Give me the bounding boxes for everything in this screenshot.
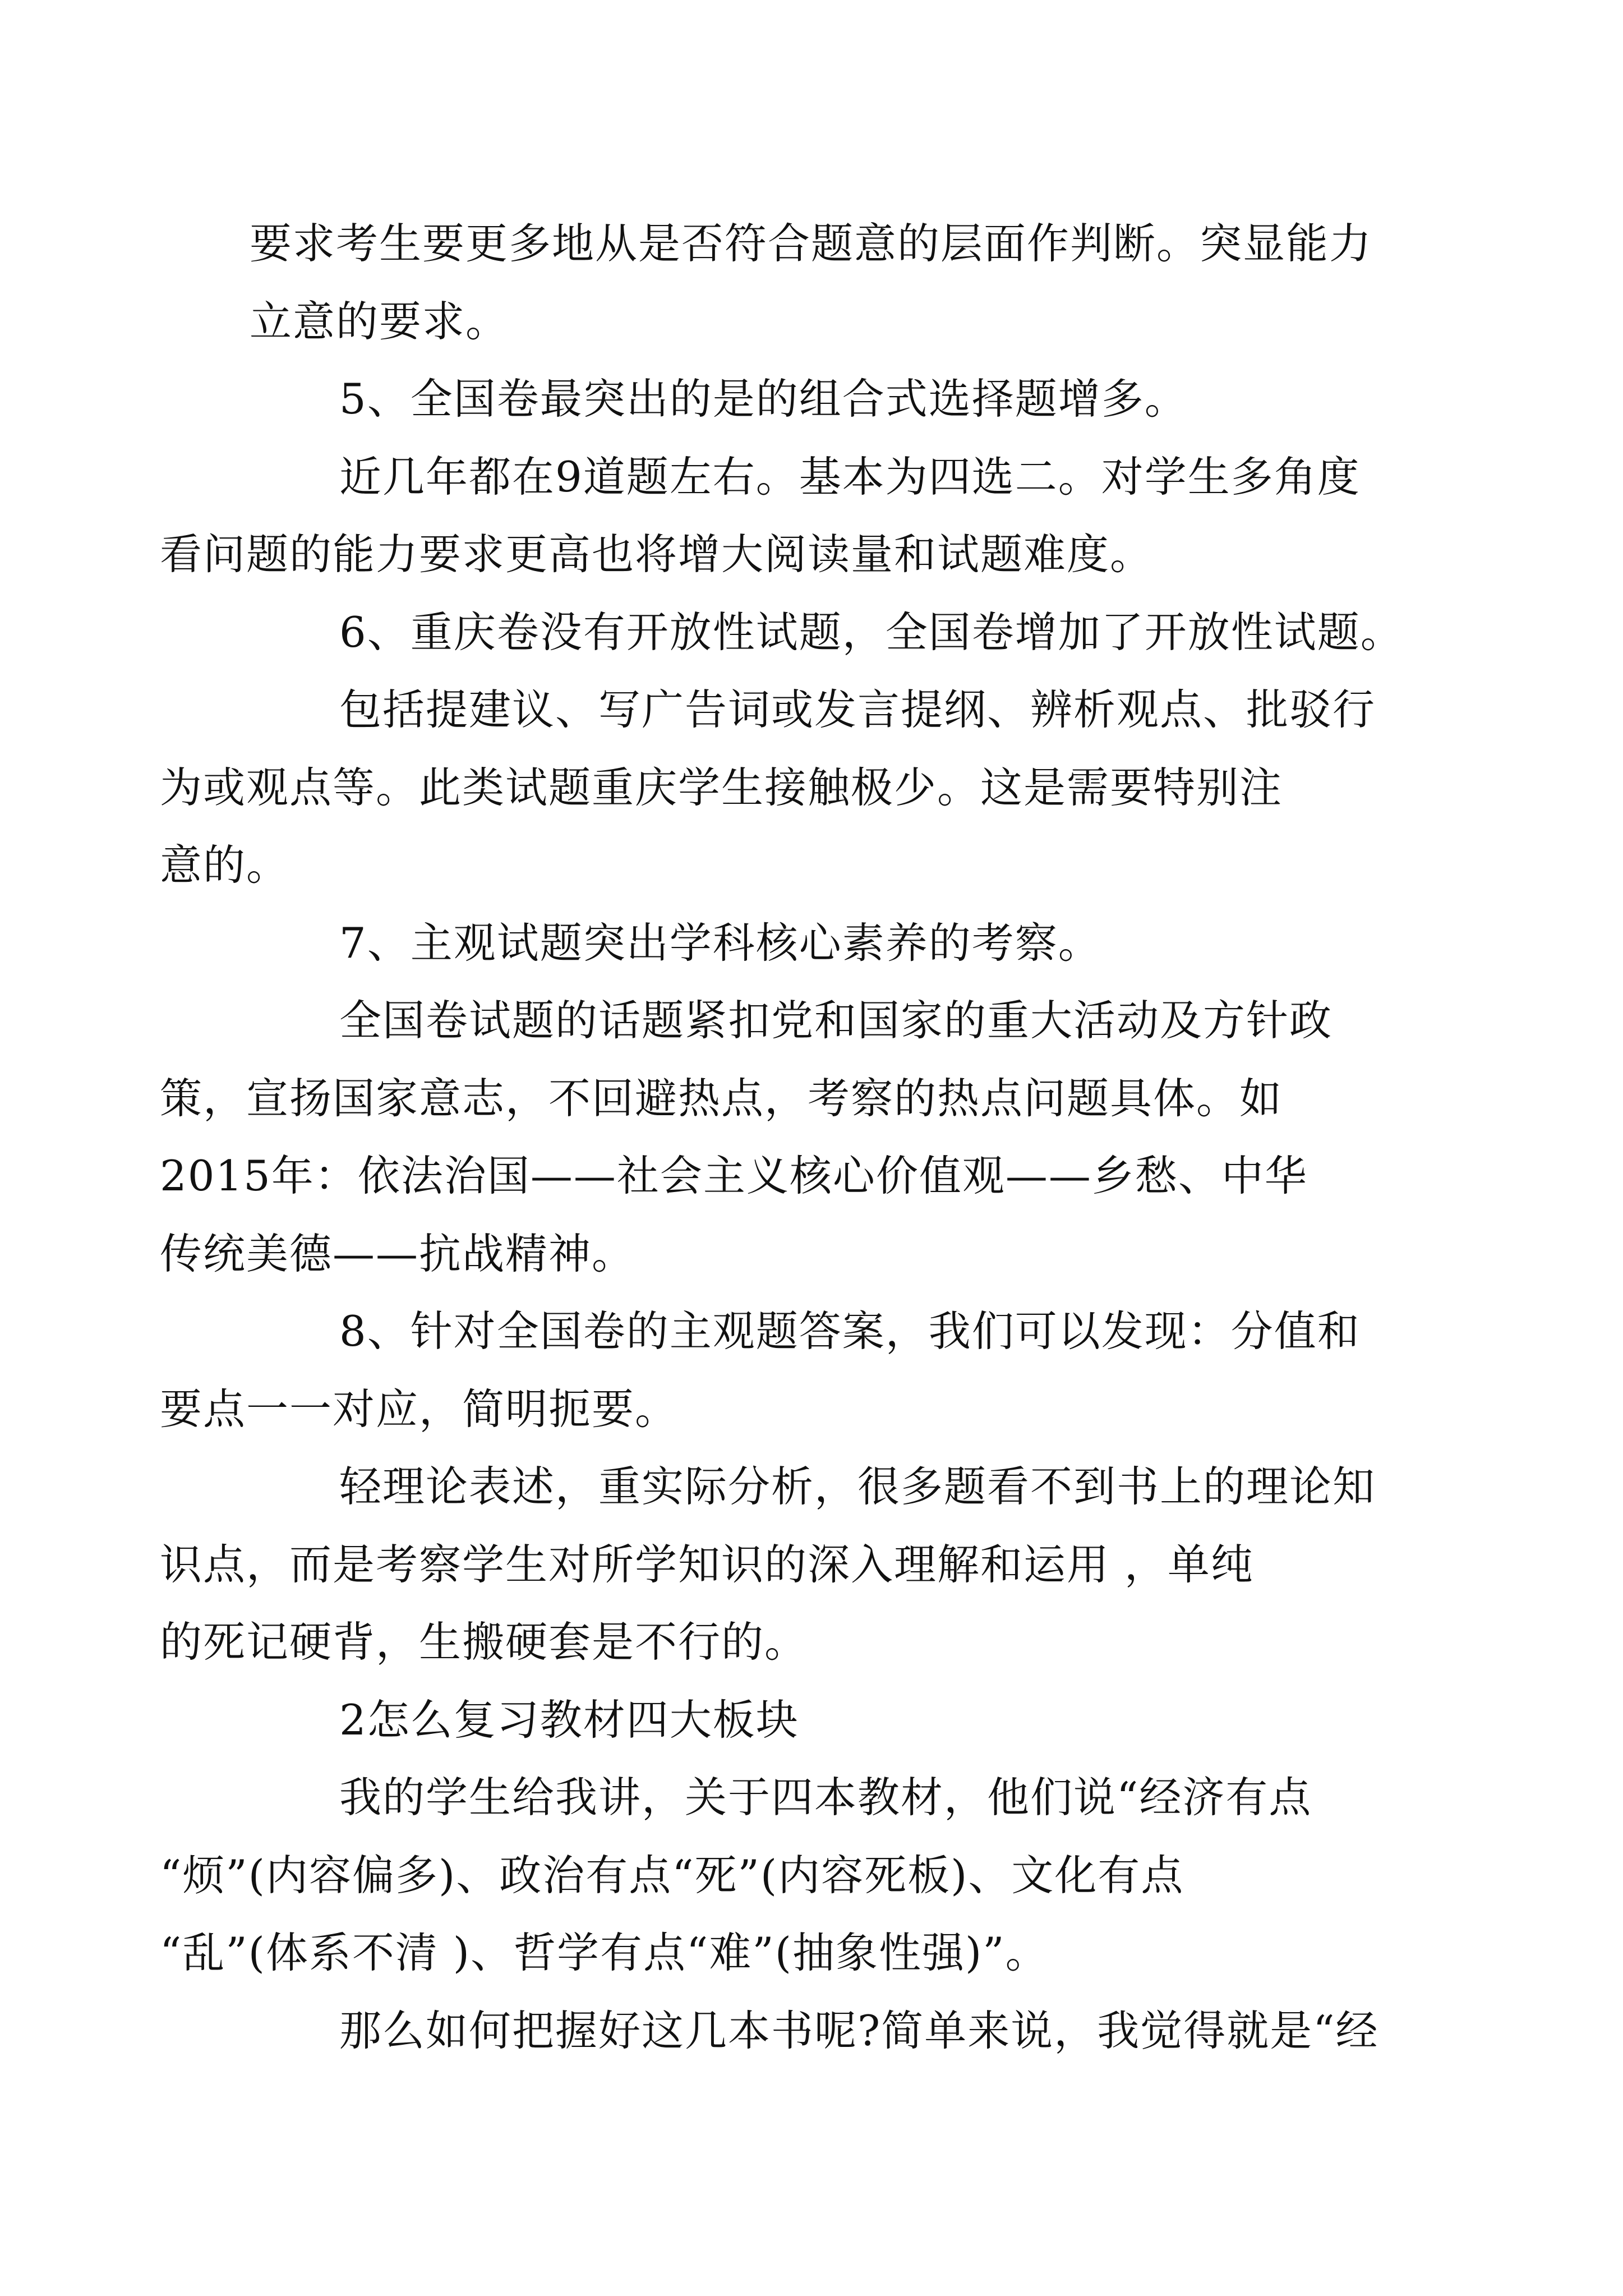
paragraph	[250, 904, 1377, 982]
text-line: 包括提建议、写广告词或发言提纲、辨析观点、批驳行	[339, 685, 1376, 734]
paragraph	[160, 1292, 1377, 1448]
text-line: “乱”(体系不清 )、哲学有点“难”(抽象性强)”。	[160, 1928, 1049, 1977]
text-line: 我的学生给我讲，关于四本教材，他们说“经济有点	[339, 1773, 1312, 1822]
text-line: 要点一一对应，简明扼要。	[160, 1384, 679, 1434]
text-line: 轻理论表述，重实际分析，很多题看不到书上的理论知	[339, 1462, 1376, 1511]
text-line: 看问题的能力要求更高也将增大阅读量和试题难度。	[160, 530, 1154, 579]
text-line: 要求考生要更多地从是否符合题意的层面作判断。突显能力	[250, 219, 1373, 268]
paragraph	[250, 205, 1377, 360]
text-line: 全国卷试题的话题紧扣党和国家的重大活动及方针政	[339, 996, 1333, 1045]
paragraph	[250, 1681, 1377, 1759]
text-line: 8、针对全国卷的主观题答案，我们可以发现：分值和	[339, 1306, 1361, 1356]
text-line: 6、重庆卷没有开放性试题，全国卷增加了开放性试题。	[339, 607, 1404, 657]
text-line: 意的。	[160, 840, 290, 890]
text-line: 那么如何把握好这几本书呢?简单来说，我觉得就是“经	[339, 2005, 1379, 2055]
text-line: 为或观点等。此类试题重庆学生接触极少。这是需要特别注	[160, 762, 1283, 812]
text-line: 近几年都在9道题左右。基本为四选二。对学生多角度	[339, 452, 1361, 501]
text-line: 2015年：依法治国——社会主义核心价值观——乡愁、中华	[160, 1151, 1308, 1200]
paragraph	[160, 438, 1377, 593]
text-line: 5、全国卷最突出的是的组合式选择题增多。	[339, 374, 1188, 424]
paragraph	[160, 1448, 1377, 1681]
text-line: 传统美德——抗战精神。	[160, 1228, 635, 1278]
text-line: 识点，而是考察学生对所学知识的深入理解和运用 ，单纯	[160, 1539, 1254, 1589]
text-line: 2怎么复习教材四大板块	[339, 1695, 799, 1745]
paragraph	[250, 593, 1404, 671]
text-line: 立意的要求。	[250, 296, 509, 346]
document-body	[160, 205, 1404, 2069]
paragraph	[250, 360, 1377, 438]
paragraph	[160, 982, 1377, 1292]
text-line: 7、主观试题突出学科核心素养的考察。	[339, 918, 1101, 968]
paragraph	[160, 1759, 1377, 1992]
text-line: 策，宣扬国家意志，不回避热点，考察的热点问题具体。如	[160, 1073, 1283, 1123]
text-line: 的死记硬背，生搬硬套是不行的。	[160, 1617, 808, 1667]
paragraph	[160, 671, 1377, 904]
text-line: “烦”(内容偏多)、政治有点“死”(内容死板)、文化有点	[160, 1850, 1184, 1900]
paragraph	[250, 1992, 1377, 2070]
